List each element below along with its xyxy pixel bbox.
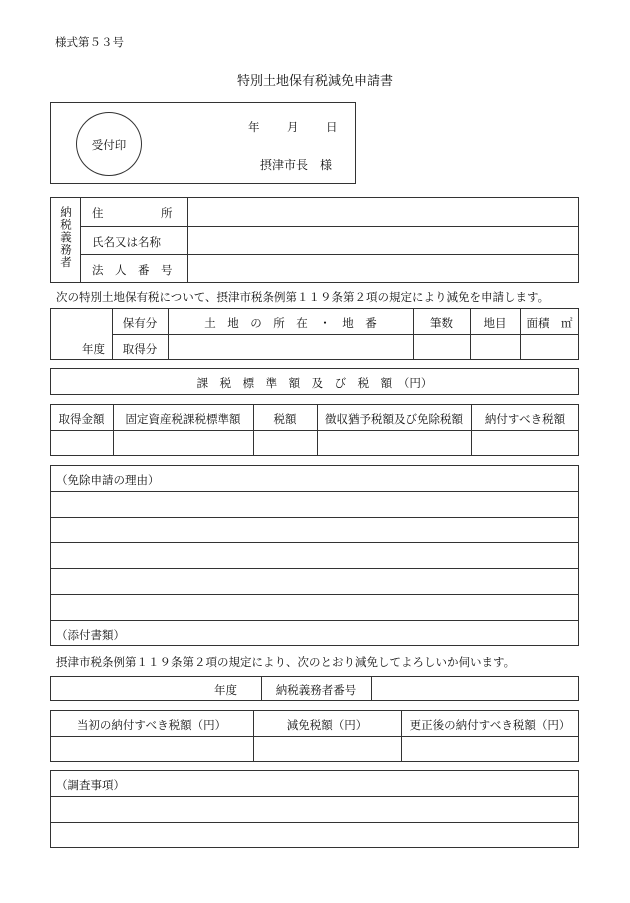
amount-header-corrected: 更正後の納付すべき税額（円） — [409, 718, 571, 732]
acquisition-label: 取得分 — [122, 342, 158, 356]
form-title: 特別土地保有税減免申請書 — [236, 74, 393, 89]
address-label: 住 所 — [92, 206, 173, 220]
taxpayer-number-label: 納税義務者番号 — [275, 683, 357, 697]
land-category-label: 地目 — [483, 316, 507, 330]
corp-number-label: 法 人 番 号 — [92, 263, 173, 277]
taxpayer-group-label: 納税義務者 — [59, 206, 73, 269]
application-statement: 次の特別土地保有税について、摂津市税条例第１１９条第２項の規定により減免を申請します。 — [56, 290, 550, 304]
tax-header-payable: 納付すべき税額 — [484, 412, 566, 426]
amount-header-reduction: 減免税額（円） — [286, 718, 368, 732]
investigation-label: （調査事項） — [56, 778, 125, 792]
attachments-label: （添付書類） — [56, 628, 125, 642]
parcel-count-label: 筆数 — [430, 316, 453, 330]
holding-label: 保有分 — [122, 316, 158, 330]
reason-box — [50, 465, 579, 646]
approval-statement: 摂津市税条例第１１９条第２項の規定により、次のとおり減免してよろしいか伺います。 — [56, 655, 516, 669]
tax-header-deferred-exempt: 徴収猶予税額及び免除税額 — [325, 412, 463, 426]
date-month-label: 月 — [287, 120, 299, 134]
area-label: 面積 ㎡ — [526, 316, 573, 330]
tax-basis-header: 課 税 標 準 額 及 び 税 額 （円） — [196, 376, 433, 390]
receipt-stamp-label: 受付印 — [91, 138, 127, 152]
tax-header-tax-amount: 税額 — [273, 412, 297, 426]
office-fiscal-year-label: 年度 — [214, 683, 237, 697]
amount-header-original: 当初の納付すべき税額（円） — [76, 718, 227, 732]
addressee: 摂津市長 様 — [260, 158, 333, 172]
reason-label: （免除申請の理由） — [56, 473, 160, 487]
date-day-label: 日 — [326, 120, 338, 134]
form-number: 様式第５３号 — [55, 35, 124, 49]
name-label: 氏名又は名称 — [92, 235, 161, 249]
date-year-label: 年 — [248, 120, 260, 134]
location-label: 土 地 の 所 在 ・ 地 番 — [204, 316, 377, 330]
tax-header-acquisition-amount: 取得金額 — [58, 412, 105, 426]
tax-header-assessed-standard: 固定資産税課税標準額 — [125, 412, 241, 426]
investigation-box — [50, 770, 579, 848]
land-fiscal-year-label: 年度 — [82, 342, 105, 356]
